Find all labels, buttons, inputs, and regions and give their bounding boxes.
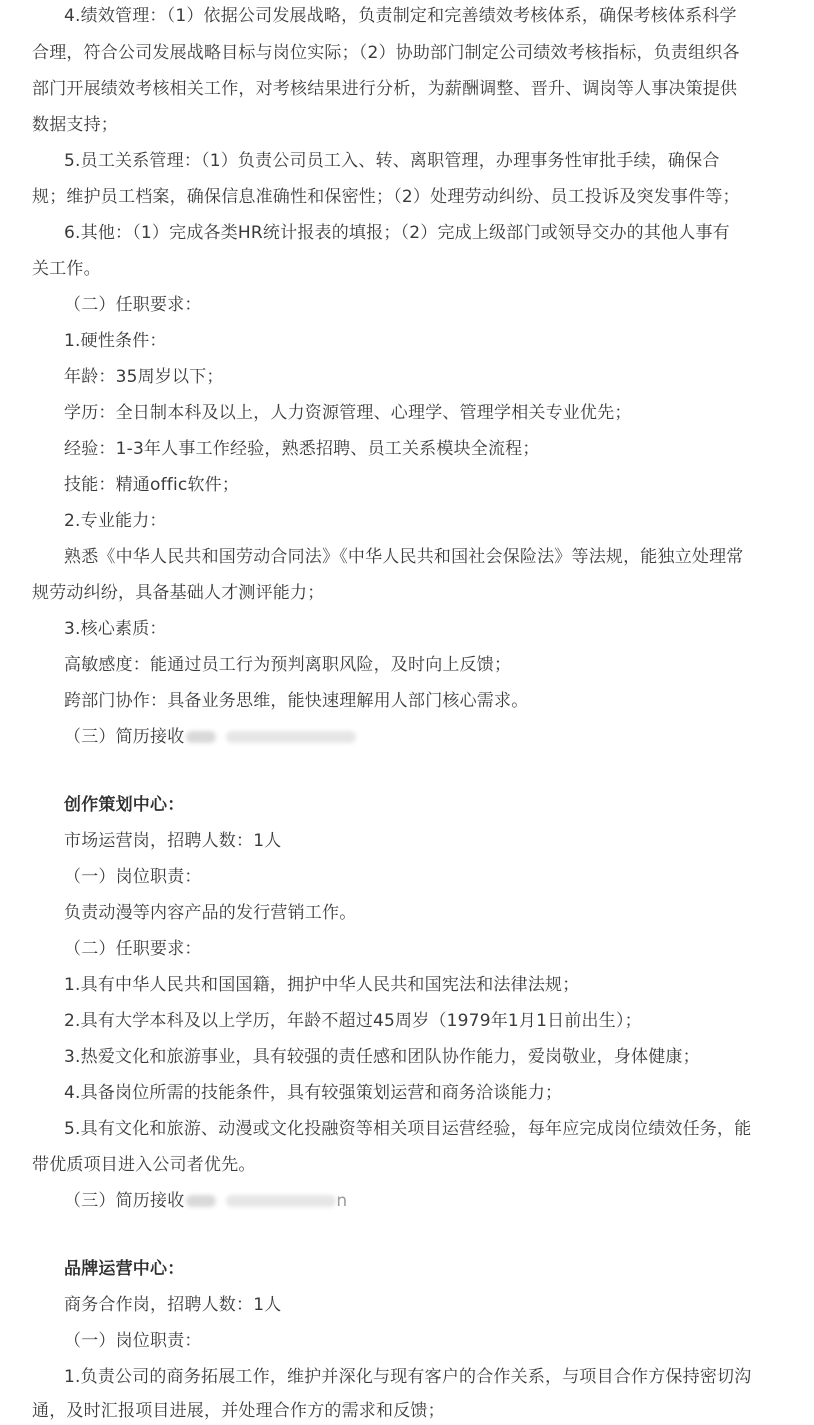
hr-resume-label: （三）简历接收 — [64, 727, 185, 747]
creative-center-heading: 创作策划中心： — [64, 795, 185, 815]
hr-core-quality-2: 跨部门协作：具备业务思维，能快速理解用人部门核心需求。 — [64, 691, 529, 711]
redacted-email-blur — [226, 731, 356, 743]
hr-core-quality-1: 高敏感度：能通过员工行为预判离职风险，及时向上反馈； — [64, 655, 512, 675]
creative-req-5-line1: 5.具有文化和旅游、动漫或文化投融资等相关项目运营经验，每年应完成岗位绩效任务，能 — [64, 1119, 752, 1139]
hr-pro-ability-title: 2.专业能力： — [64, 511, 167, 531]
creative-req-1: 1.具有中华人民共和国国籍，拥护中华人民共和国宪法和法律法规； — [64, 975, 580, 995]
hr-duty-4-line1: 4.绩效管理：（1）依据公司发展战略，负责制定和完善绩效考核体系，确保考核体系科学 — [64, 6, 737, 26]
creative-position: 市场运营岗，招聘人数：1人 — [64, 831, 282, 851]
redacted-blur — [186, 731, 216, 743]
creative-resume-label: （三）简历接收 — [64, 1191, 185, 1211]
hr-requirements-heading: （二）任职要求： — [64, 295, 202, 315]
hr-age: 年龄：35周岁以下； — [64, 367, 224, 387]
hr-pro-ability-line2: 规劳动纠纷，具备基础人才测评能力； — [32, 583, 325, 603]
redacted-blur — [186, 1195, 216, 1207]
hr-duty-6-line1: 6.其他：（1）完成各类HR统计报表的填报；（2）完成上级部门或领导交办的其他人事有 — [64, 223, 730, 243]
creative-duty-heading: （一）岗位职责： — [64, 867, 202, 887]
brand-duty-heading: （一）岗位职责： — [64, 1331, 202, 1351]
creative-duty-text: 负责动漫等内容产品的发行营销工作。 — [64, 903, 357, 923]
hr-hard-conditions-title: 1.硬性条件： — [64, 331, 167, 351]
creative-req-3: 3.热爱文化和旅游事业，具有较强的责任感和团队协作能力，爱岗敬业，身体健康； — [64, 1047, 700, 1067]
hr-duty-4-line2: 合理，符合公司发展战略目标与岗位实际；（2）协助部门制定公司绩效考核指标，负责组织各 — [32, 43, 740, 63]
hr-core-quality-title: 3.核心素质： — [64, 619, 167, 639]
creative-req-heading: （二）任职要求： — [64, 939, 202, 959]
hr-duty-5-line2: 规；维护员工档案，确保信息准确性和保密性；（2）处理劳动纠纷、员工投诉及突发事件等； — [32, 187, 740, 207]
hr-duty-5-line1: 5.员工关系管理：（1）负责公司员工入、转、离职管理，办理事务性审批手续，确保合 — [64, 151, 720, 171]
hr-duty-6-line2: 关工作。 — [32, 259, 101, 279]
creative-resume-line — [64, 1190, 790, 1212]
creative-req-5-line2: 带优质项目进入公司者优先。 — [32, 1155, 256, 1175]
hr-education: 学历：全日制本科及以上，人力资源管理、心理学、管理学相关专业优先； — [64, 403, 632, 423]
brand-center-heading: 品牌运营中心： — [64, 1259, 185, 1279]
hr-resume-line — [64, 726, 790, 748]
hr-duty-4-line3: 部门开展绩效考核相关工作，对考核结果进行分析，为薪酬调整、晋升、调岗等人事决策提供 — [32, 79, 738, 99]
creative-resume-tail: n — [336, 1191, 348, 1211]
brand-position: 商务合作岗，招聘人数：1人 — [64, 1295, 282, 1315]
hr-experience: 经验：1-3年人事工作经验，熟悉招聘、员工关系模块全流程； — [64, 439, 540, 459]
hr-skill: 技能：精通offic软件； — [64, 475, 240, 495]
redacted-email-blur — [226, 1195, 336, 1207]
creative-req-2: 2.具有大学本科及以上学历，年龄不超过45周岁（1979年1月1日前出生）； — [64, 1011, 642, 1031]
hr-pro-ability-line1: 熟悉《中华人民共和国劳动合同法》《中华人民共和国社会保险法》等法规，能独立处理常 — [64, 547, 744, 567]
creative-req-4: 4.具备岗位所需的技能条件，具有较强策划运营和商务洽谈能力； — [64, 1083, 563, 1103]
hr-duty-4-line4: 数据支持； — [32, 115, 118, 135]
brand-duty-1-line2: 通，及时汇报项目进展，并处理合作方的需求和反馈； — [32, 1401, 445, 1421]
brand-duty-1-line1: 1.负责公司的商务拓展工作，维护并深化与现有客户的合作关系，与项目合作方保持密切沟 — [64, 1367, 752, 1387]
